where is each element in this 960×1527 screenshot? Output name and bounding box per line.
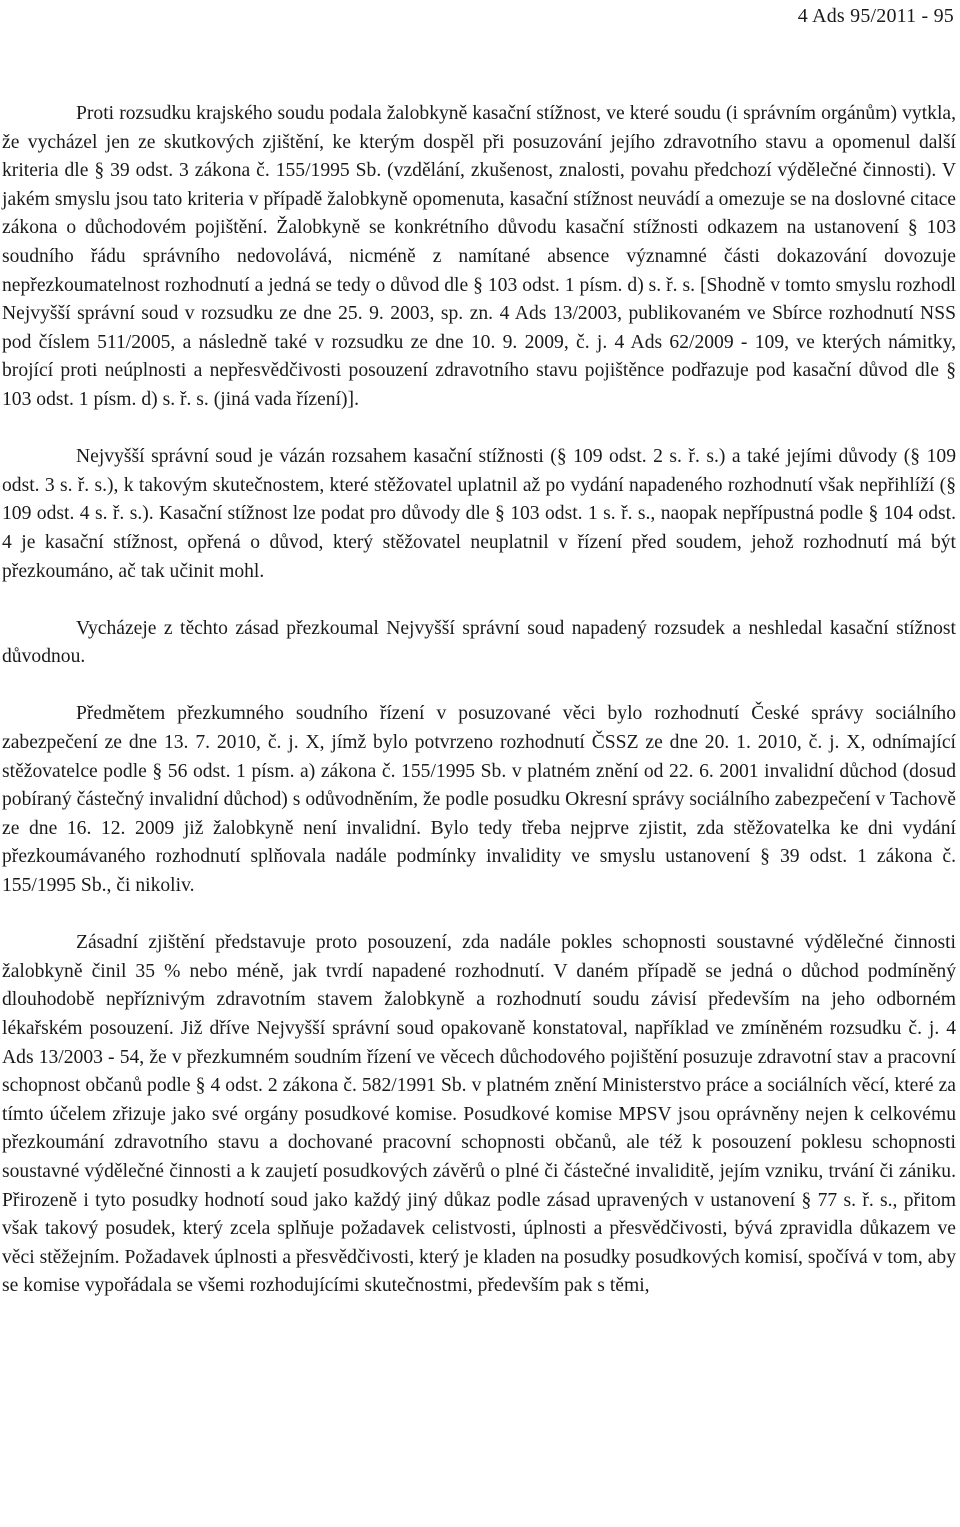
paragraph-review-result: Vycházeje z těchto zásad přezkoumal Nejvyšší správní soud napadený rozsudek a neshledal kasační stížnost důvodnou. xyxy=(2,617,956,668)
paragraph-cassation-complaint: Proti rozsudku krajského soudu podala žalobkyně kasační stížnost, ve které soudu (i správním orgánům) vytkla, že vycházel jen ze skutkových zjištění, ke kterým dospěl při posuzování jejího zdravotního stavu a opomenul další kriteria dle § 39 odst. 3 zákona č. 155/1995 Sb. (vzdělání, zkušenost, znalosti, povahu předchozí výdělečné činnosti). V jakém smyslu jsou tato kriteria v případě žalobkyně opomenuta, kasační stížnost neuvádí a omezuje se na doslovné citace zákona o důchodovém pojištění. Žalobkyně se konkrétního důvodu kasační stížnosti odkazem na ustanovení § 103 soudního řádu správního nedovolává, nicméně z namítané absence významné části dokazování dovozuje nepřezkoumatelnost rozhodnutí a jedná se tedy o důvod dle § 103 odst. 1 písm. d) s. ř. s. [Shodně v tomto smyslu rozhodl Nejvyšší správní soud v rozsudku ze dne 25. 9. 2003, sp. zn. 4 Ads 13/2003, publikovaném ve Sbírce rozhodnutí NSS pod číslem 511/2005, a následně také v rozsudku ze dne 10. 9. 2009, č. j. 4 Ads 62/2009 - 109, ve kterých námitky, brojící proti neúplnosti a nepřesvědčivosti posouzení zdravotního stavu pojištěnce podřazuje pod kasační důvod dle § 103 odst. 1 písm. d) s. ř. s. (jiná vada řízení)]. xyxy=(2,103,956,410)
paragraph-key-finding: Zásadní zjištění představuje proto posouzení, zda nadále pokles schopnosti soustavné výdělečné činnosti žalobkyně činil 35 % nebo méně, jak tvrdí napadené rozhodnutí. V daném případě se jedná o důchod podmíněný dlouhodobě nepříznivým zdravotním stavem žalobkyně a rozhodnutí soudu závisí především na jeho odborném lékařském posouzení. Již dříve Nejvyšší správní soud opakovaně konstatoval, například ve zmíněném rozsudku č. j. 4 Ads 13/2003 - 54, že v přezkumném soudním řízení ve věcech důchodového pojištění posuzuje zdravotní stav a pracovní schopnost občanů podle § 4 odst. 2 zákona č. 582/1991 Sb. v platném znění Ministerstvo práce a sociálních věcí, které za tímto účelem zřizuje jako své orgány posudkové komise. Posudkové komise MPSV jsou oprávněny nejen k celkovému přezkoumání zdravotního stavu a dochované pracovní schopnosti občanů, ale též k posouzení poklesu schopnosti soustavné výdělečné činnosti a k zaujetí posudkových závěrů o plné či částečné invaliditě, jejím vzniku, trvání či zániku. Přirozeně i tyto posudky hodnotí soud jako každý jiný důkaz podle zásad upravených v ustanovení § 77 s. ř. s., přitom však takový posudek, který zcela splňuje požadavek celistvosti, úplnosti a přesvědčivosti, bývá zpravidla důkazem ve věci stěžejním. Požadavek úplnosti a přesvědčivosti, který je kladen na posudky posudkových komisí, spočívá v tom, aby se komise vypořádala se všemi rozhodujícími skutečnostmi, především pak s těmi, xyxy=(2,932,956,1297)
page-header-reference: 4 Ads 95/2011 - 95 xyxy=(797,5,954,27)
document-body xyxy=(2,100,956,1330)
paragraph-court-bound: Nejvyšší správní soud je vázán rozsahem kasační stížnosti (§ 109 odst. 2 s. ř. s.) a také jejími důvody (§ 109 odst. 3 s. ř. s.), k takovým skutečnostem, které stěžovatel uplatnil až po vydání napadeného rozhodnutí však nepřihlíží (§ 109 odst. 4 s. ř. s.). Kasační stížnost lze podat pro důvody dle § 103 odst. 1 s. ř. s., naopak nepřípustná podle § 104 odst. 4 je kasační stížnost, opřená o důvod, který stěžovatel neuplatnil v řízení před soudem, jehož rozhodnutí má být přezkoumáno, ač tak učinit mohl. xyxy=(2,446,956,582)
paragraph-subject-of-review: Předmětem přezkumného soudního řízení v posuzované věci bylo rozhodnutí České správy sociálního zabezpečení ze dne 13. 7. 2010, č. j. X, jímž bylo potvrzeno rozhodnutí ČSSZ ze dne 20. 1. 2010, č. j. X, odnímající stěžovatelce podle § 56 odst. 1 písm. a) zákona č. 155/1995 Sb. v platném znění od 22. 6. 2001 invalidní důchod (dosud pobíraný částečný invalidní důchod) s odůvodněním, že podle posudku Okresní správy sociálního zabezpečení v Tachově ze dne 16. 12. 2009 již žalobkyně není invalidní. Bylo tedy třeba nejprve zjistit, zda stěžovatelka ke dni vydání přezkoumávaného rozhodnutí splňovala nadále podmínky invalidity ve smyslu ustanovení § 39 odst. 1 zákona č. 155/1995 Sb., či nikoliv. xyxy=(2,703,956,897)
